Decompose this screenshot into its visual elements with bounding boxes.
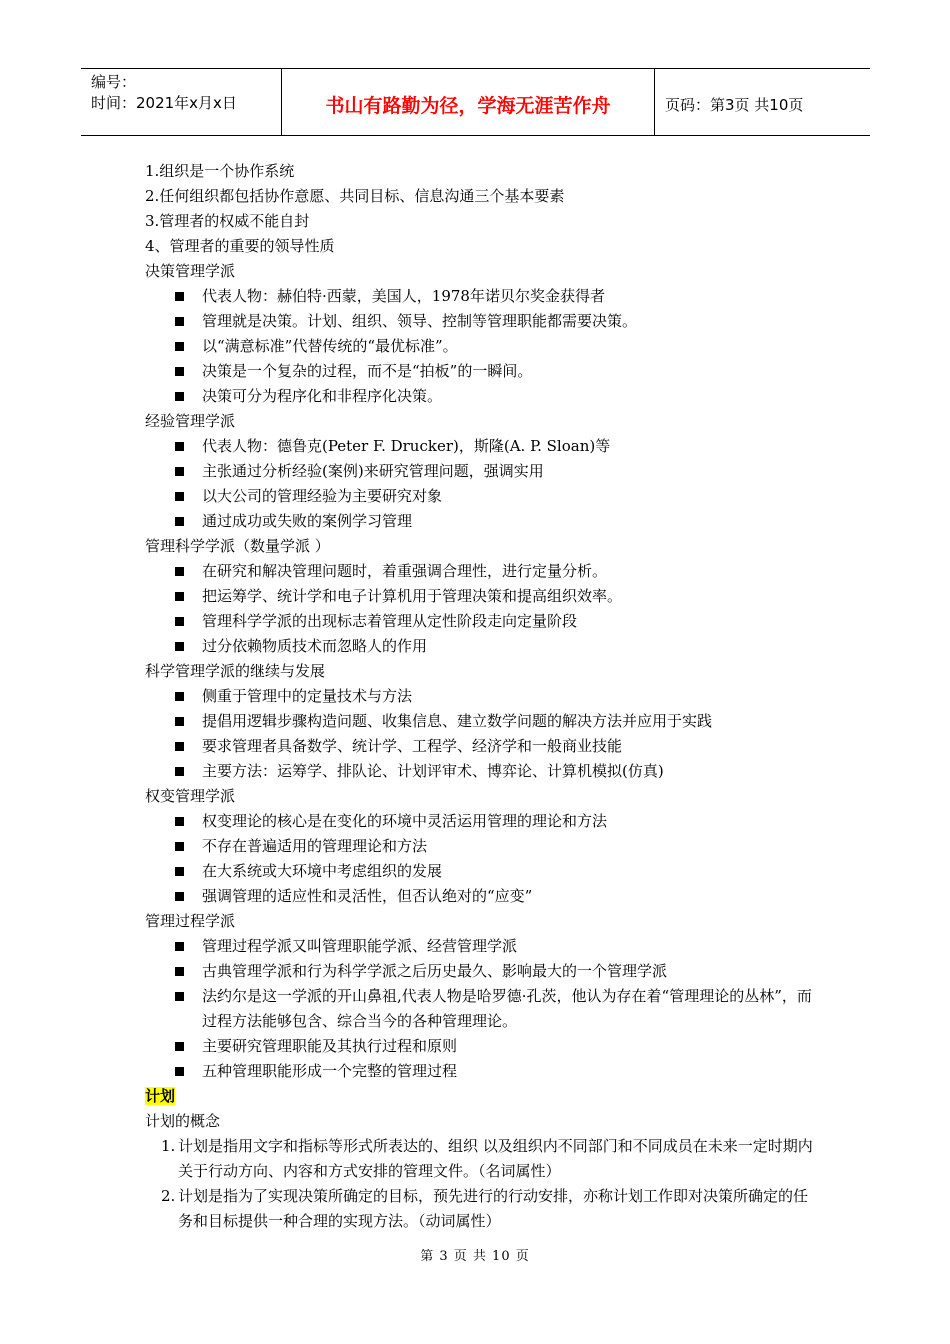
numbered-item: 1. 计划是指用文字和指标等形式所表达的、组织 以及组织内不同部门和不同成员在未来一定时期内关于行动方向、内容和方式安排的管理文件。（名词属性） <box>145 1134 818 1184</box>
bullet-square-icon <box>175 617 184 626</box>
bullet-square-icon <box>175 367 184 376</box>
list-item: 以大公司的管理经验为主要研究对象 <box>145 484 825 509</box>
section-title: 经验管理学派 <box>145 412 236 430</box>
list-item: 在大系统或大环境中考虑组织的发展 <box>145 859 825 884</box>
list-item: 在研究和解决管理问题时，着重强调合理性，进行定量分析。 <box>145 559 825 584</box>
bullet-square-icon <box>175 967 184 976</box>
list-item: 决策可分为程序化和非程序化决策。 <box>145 384 825 409</box>
list-item: 管理过程学派又叫管理职能学派、经营管理学派 <box>145 934 825 959</box>
time-label: 时间：2021年x月x日 <box>91 94 237 112</box>
bullet-square-icon <box>175 467 184 476</box>
list-item: 过分依赖物质技术而忽略人的作用 <box>145 634 825 659</box>
list-item: 侧重于管理中的定量技术与方法 <box>145 684 825 709</box>
list-item: 管理科学学派的出现标志着管理从定性阶段走向定量阶段 <box>145 609 825 634</box>
plan-concept-title: 计划的概念 <box>145 1112 221 1130</box>
list-item: 古典管理学派和行为科学学派之后历史最久、影响最大的一个管理学派 <box>145 959 825 984</box>
plan-heading: 计划 <box>145 1087 176 1105</box>
bullet-square-icon <box>175 1042 184 1051</box>
bullet-square-icon <box>175 717 184 726</box>
page-info: 页码：第3页 共10页 <box>665 95 804 114</box>
bullet-square-icon <box>175 842 184 851</box>
list-item: 管理就是决策。计划、组织、领导、控制等管理职能都需要决策。 <box>145 309 825 334</box>
list-item: 五种管理职能形成一个完整的管理过程 <box>145 1059 825 1084</box>
bullet-square-icon <box>175 567 184 576</box>
list-item: 把运筹学、统计学和电子计算机用于管理决策和提高组织效率。 <box>145 584 825 609</box>
bullet-square-icon <box>175 317 184 326</box>
bullet-square-icon <box>175 292 184 301</box>
bullet-square-icon <box>175 442 184 451</box>
bullet-square-icon <box>175 642 184 651</box>
numbered-item: 2. 计划是指为了实现决策所确定的目标，预先进行的行动安排，亦称计划工作即对决策所确定的任务和目标提供一种合理的实现方法。（动词属性） <box>145 1184 818 1234</box>
header-left-cell <box>81 69 282 135</box>
bullet-square-icon <box>175 517 184 526</box>
list-item: 代表人物：赫伯特·西蒙，美国人，1978年诺贝尔奖金获得者 <box>145 284 825 309</box>
bullet-square-icon <box>175 817 184 826</box>
item-number: 1. <box>161 1137 176 1155</box>
list-item: 提倡用逻辑步骤构造问题、收集信息、建立数学问题的解决方法并应用于实践 <box>145 709 825 734</box>
bullet-square-icon <box>175 867 184 876</box>
list-item: 通过成功或失败的案例学习管理 <box>145 509 825 534</box>
page-footer: 第 3 页 共 10 页 <box>420 1249 530 1264</box>
list-item: 权变理论的核心是在变化的环境中灵活运用管理的理论和方法 <box>145 809 825 834</box>
intro-line: 1.组织是一个协作系统 <box>145 162 295 180</box>
motto: 书山有路勤为径，学海无涯苦作舟 <box>282 69 655 135</box>
section-title: 科学管理学派的继续与发展 <box>145 662 326 680</box>
bullet-square-icon <box>175 592 184 601</box>
list-item: 不存在普遍适用的管理理论和方法 <box>145 834 825 859</box>
list-item: 要求管理者具备数学、统计学、工程学、经济学和一般商业技能 <box>145 734 825 759</box>
list-item: 以“满意标准”代替传统的“最优标准”。 <box>145 334 825 359</box>
list-item: 决策是一个复杂的过程，而不是“拍板”的一瞬间。 <box>145 359 825 384</box>
item-number: 2. <box>161 1187 176 1205</box>
bullet-square-icon <box>175 892 184 901</box>
bullet-square-icon <box>175 767 184 776</box>
list-item: 法约尔是这一学派的开山鼻祖,代表人物是哈罗德·孔茨，他认为存在着“管理理论的丛林”，而过程方法能够包含、综合当今的各种管理理论。 <box>145 984 817 1034</box>
bullet-square-icon <box>175 1067 184 1076</box>
number-label: 编号： <box>91 73 137 91</box>
list-item: 强调管理的适应性和灵活性，但否认绝对的“应变” <box>145 884 825 909</box>
document-body <box>145 159 825 1234</box>
bullet-square-icon <box>175 392 184 401</box>
bullet-square-icon <box>175 692 184 701</box>
section-title: 管理过程学派 <box>145 912 236 930</box>
list-item: 主要方法：运筹学、排队论、计划评审术、博弈论、计算机模拟(仿真) <box>145 759 825 784</box>
section-title: 权变管理学派 <box>145 787 236 805</box>
list-item: 主张通过分析经验(案例)来研究管理问题，强调实用 <box>145 459 825 484</box>
bullet-square-icon <box>175 992 184 1001</box>
section-title: 管理科学学派（数量学派 ） <box>145 537 330 555</box>
list-item: 代表人物：德鲁克(Peter F. Drucker)，斯隆(A. P. Sloan)等 <box>145 434 825 459</box>
bullet-square-icon <box>175 942 184 951</box>
section-title: 决策管理学派 <box>145 262 236 280</box>
intro-line: 3.管理者的权威不能自封 <box>145 212 310 230</box>
bullet-square-icon <box>175 342 184 351</box>
intro-line: 2.任何组织都包括协作意愿、共同目标、信息沟通三个基本要素 <box>145 187 565 205</box>
page-header <box>81 68 870 136</box>
list-item: 主要研究管理职能及其执行过程和原则 <box>145 1034 825 1059</box>
intro-line: 4、管理者的重要的领导性质 <box>145 237 335 255</box>
bullet-square-icon <box>175 492 184 501</box>
bullet-square-icon <box>175 742 184 751</box>
